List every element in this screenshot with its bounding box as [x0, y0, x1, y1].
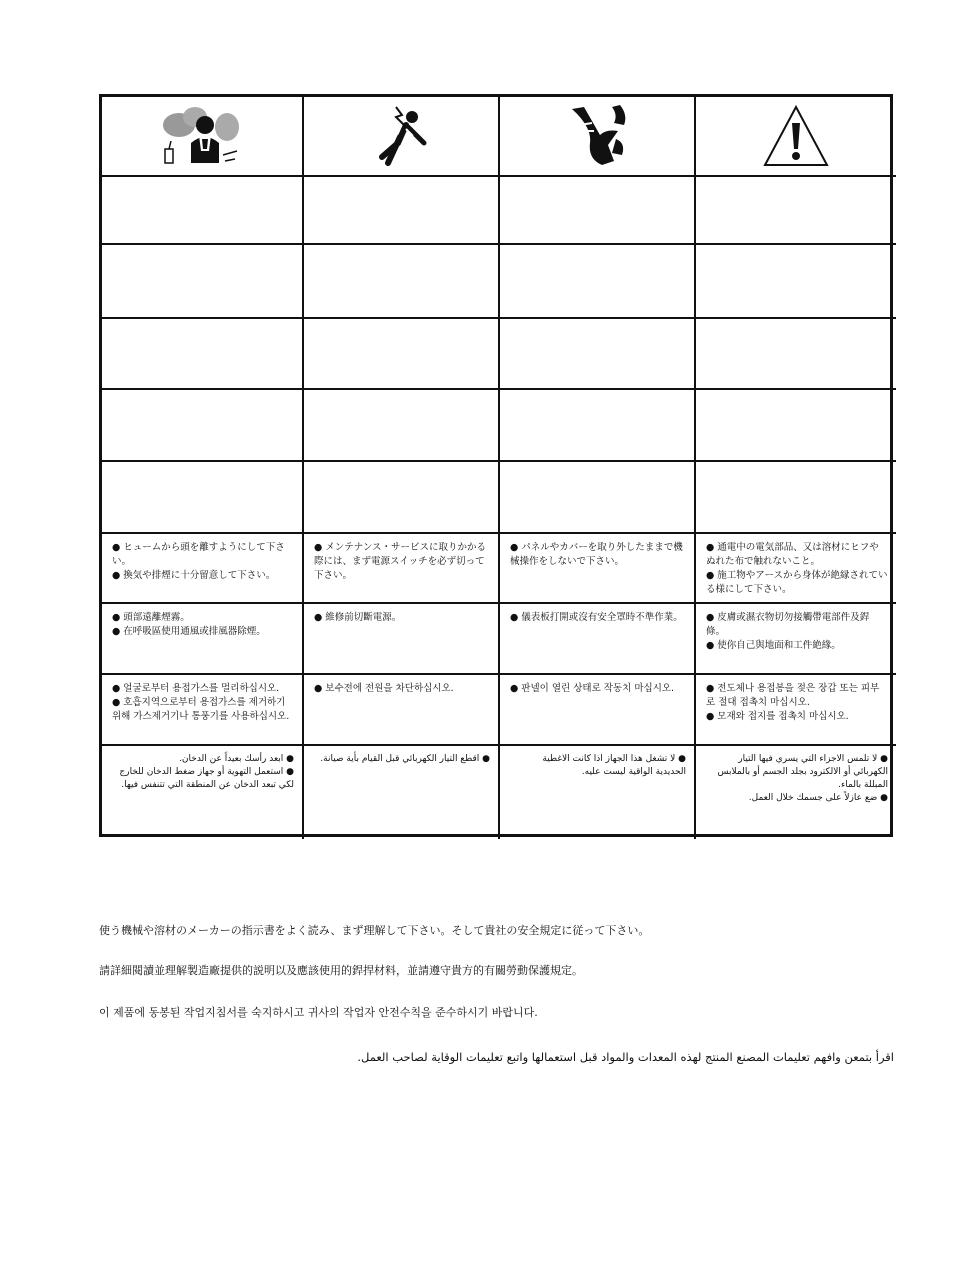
warning-triangle-icon: [761, 103, 831, 169]
fume-icon-cell: [102, 97, 304, 177]
table-cell: [696, 390, 896, 462]
moving-parts-hand-icon: [562, 101, 632, 171]
japanese-instruction-note: 使う機械や溶材のメーカーの指示書をよく読み、まず理解して下さい。そして貴社の安全規定に従って下さい。: [99, 924, 650, 937]
table-cell: [304, 462, 500, 534]
table-cell: [102, 177, 304, 245]
table-cell: [500, 177, 696, 245]
korean-instruction-note: 이 제품에 동봉된 작업지침서를 숙지하시고 귀사의 작업자 안전수칙을 준수하시기 바랍니다.: [99, 1006, 538, 1019]
table-cell: [102, 319, 304, 390]
table-cell: [102, 462, 304, 534]
table-cell: [696, 462, 896, 534]
japanese-fume-warning: ● ヒュームから頭を離すようにして下さい。 ● 換気や排煙に十分留意して下さい。: [102, 534, 304, 604]
table-cell: [696, 319, 896, 390]
safety-warning-table: [99, 94, 893, 837]
table-cell: [500, 390, 696, 462]
table-cell: [696, 177, 896, 245]
moving-parts-icon-cell: [500, 97, 696, 177]
table-cell: [102, 245, 304, 319]
table-cell: [304, 177, 500, 245]
arabic-instruction-note: اقرأ بتمعن وافهم تعليمات المصنع المنتج لهذه المعدات والمواد قبل استعمالها واتبع تعليمات الوقاية لصاحب العمل.: [357, 1050, 894, 1064]
shock-icon-cell: [304, 97, 500, 177]
chinese-moving-parts-warning: ● 儀表板打開或沒有安全罩時不準作業。: [500, 604, 696, 675]
table-cell: [500, 462, 696, 534]
japanese-shock-warning: ● メンテナンス・サービスに取りかかる際には、まず電源スイッチを必ず切って下さい。: [304, 534, 500, 604]
arabic-fume-warning: ● ابعد رأسك بعيداً عن الدخان. ● استعمل التهوية أو جهاز ضغط الدخان للخارج لكي تبعد الدخان عن المنطقة التي تتنفس فيها.: [102, 746, 304, 839]
chinese-shock-warning: ● 維修前切斷電源。: [304, 604, 500, 675]
table-cell: [304, 245, 500, 319]
arabic-moving-parts-warning: ● لا تشغل هذا الجهاز اذا كانت الاغطية الحديدية الواقية ليست عليه.: [500, 746, 696, 839]
arabic-general-warning: ● لا تلمس الاجزاء التي يسري فيها التيار الكهربائي أو الالكترود بجلد الجسم أو بالملابس المبللة بالماء. ● ضع عازلاً على جسمك خلال العمل.: [717, 754, 888, 803]
electric-shock-icon: [366, 103, 436, 169]
korean-fume-warning: ● 얼굴로부터 용접가스를 멀리하십시오. ● 호흡지역으로부터 용접가스를 제거하기 위해 가스제거기나 통풍기를 사용하십시오.: [102, 675, 304, 746]
table-cell: [304, 390, 500, 462]
chinese-fume-warning: ● 頭部遠離煙霧。 ● 在呼吸區使用通風或排風器除煙。: [102, 604, 304, 675]
chinese-general-warning: ● 皮膚或濕衣物切勿接觸帶電部件及銲條。 ● 使你自己與地面和工件絶緣。: [696, 604, 896, 675]
japanese-moving-parts-warning: ● パネルやカバーを取り外したままで機械操作をしないで下さい。: [500, 534, 696, 604]
korean-moving-parts-warning: ● 판넬이 열린 상태로 작동치 마십시오.: [500, 675, 696, 746]
arabic-shock-warning: ● اقطع التيار الكهربائي قبل القيام بأية صيانة.: [304, 746, 500, 839]
table-cell: [304, 319, 500, 390]
korean-general-warning: ● 전도체나 용접봉을 젖은 장갑 또는 피부로 절대 접촉치 마십시오. ● 모재와 접지를 접촉치 마십시오.: [696, 675, 896, 746]
japanese-general-warning: ● 通電中の電気部品、又は溶材にヒフやぬれた布で触れないこと。 ● 施工物やアースから身体が絶縁されている様にして下さい。: [696, 534, 896, 604]
table-cell: [102, 390, 304, 462]
warning-icon-cell: [696, 97, 896, 177]
korean-shock-warning: ● 보수전에 전원을 차단하십시오.: [304, 675, 500, 746]
table-cell: [696, 245, 896, 319]
chinese-instruction-note: 請詳細閱讀並理解製造廠提供的説明以及應該使用的銲捍材料，並請遵守貴方的有關勞動保護規定。: [99, 964, 583, 977]
fume-breathing-icon: [157, 105, 247, 167]
table-cell: [500, 245, 696, 319]
table-cell: [500, 319, 696, 390]
